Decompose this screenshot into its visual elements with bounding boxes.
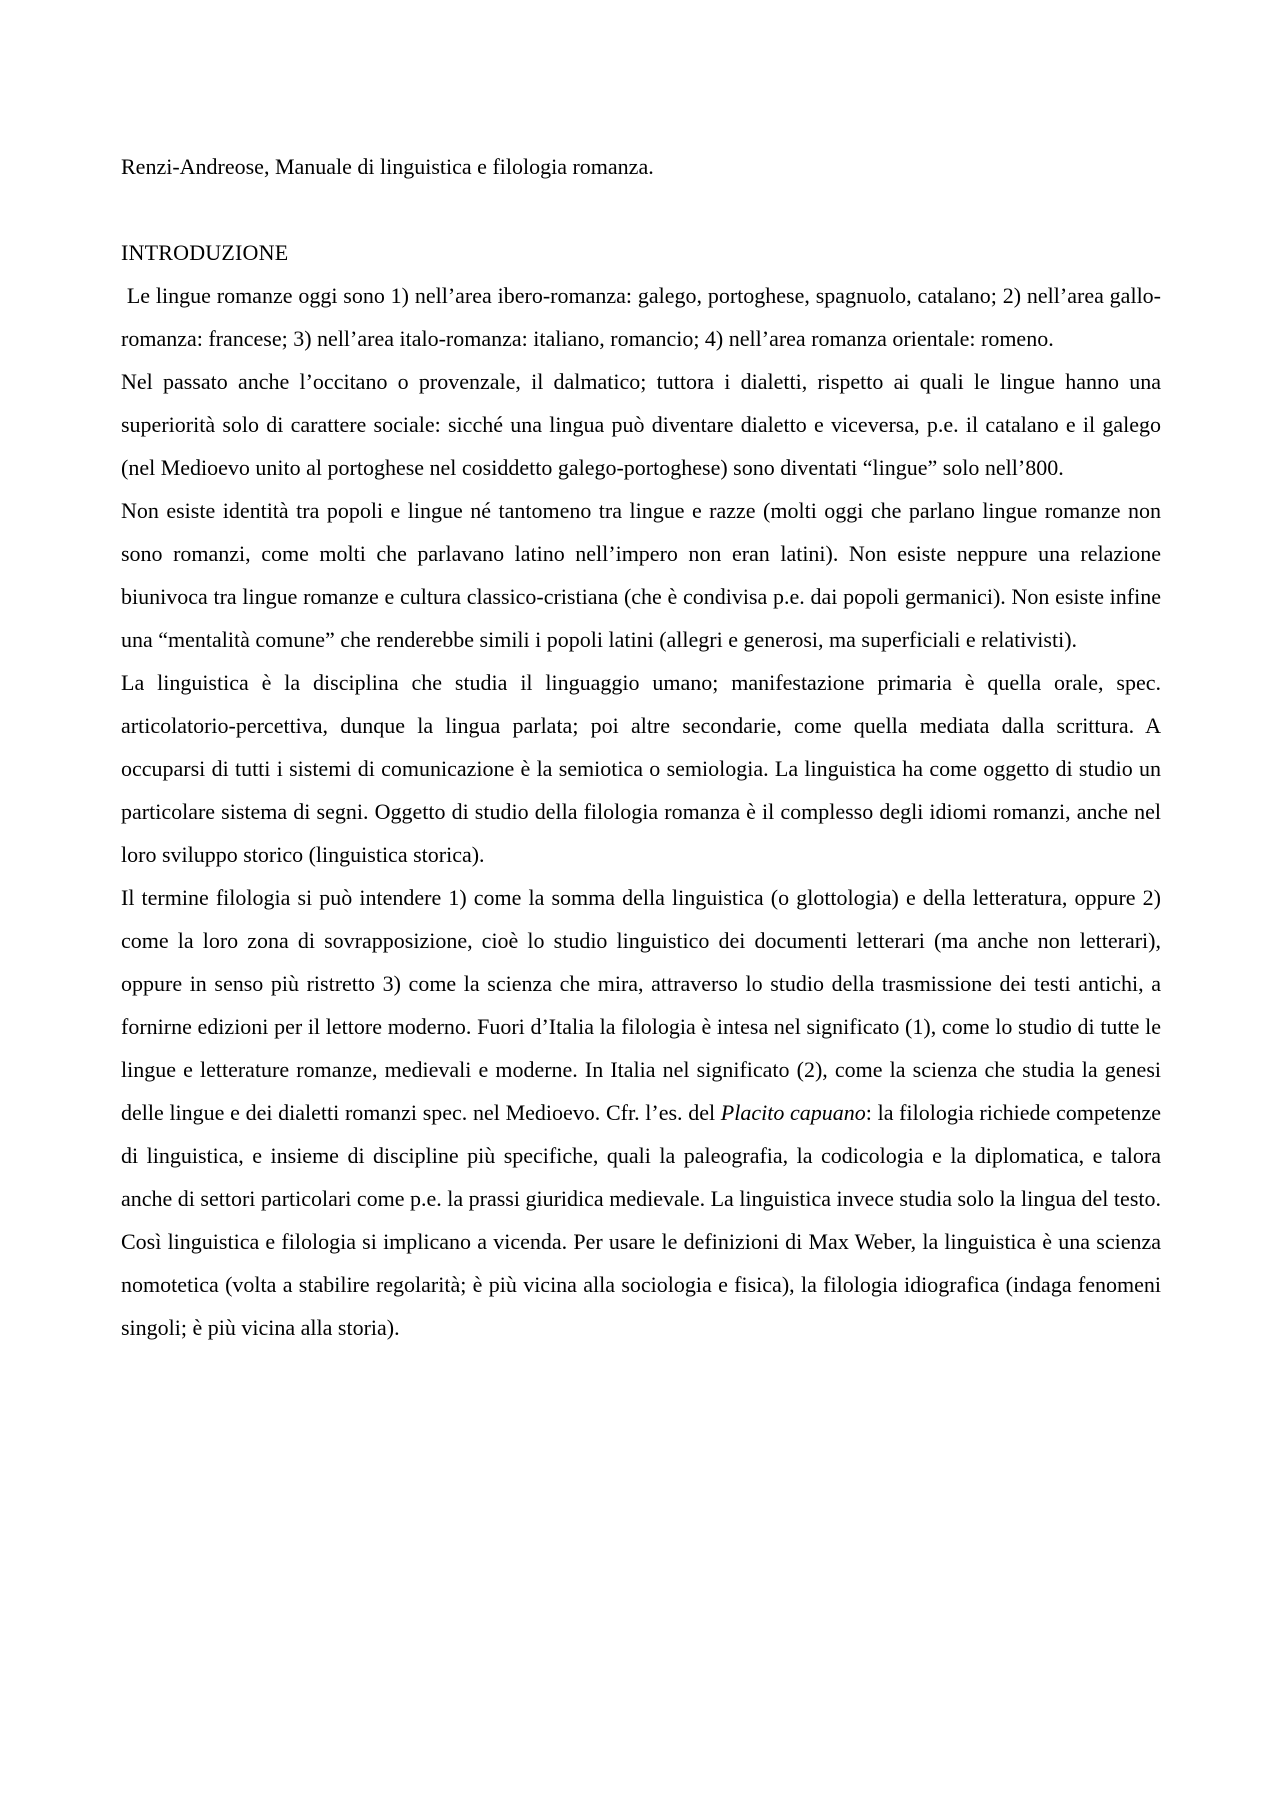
paragraph-past-and-dialects: Nel passato anche l’occitano o provenzale, il dalmatico; tuttora i dialetti, rispetto ai quali le lingue hanno una superiorità solo di carattere sociale: sicché una lingua può diventare dialetto e viceversa, p.e. il catalano e il galego (nel Medioevo unito al portoghese nel cosiddetto galego-portoghese) sono diventati “lingue” solo nell’800. xyxy=(121,369,1161,480)
document-title-line: Renzi-Andreose, Manuale di linguistica e filologia romanza. xyxy=(121,154,654,179)
paragraph-romance-languages: Le lingue romanze oggi sono 1) nell’area ibero-romanza: galego, portoghese, spagnuolo, catalano; 2) nell’area gallo-romanza: francese; 3) nell’area italo-romanza: italiano, romancio; 4) nell’area romanza orientale: romeno. xyxy=(121,283,1162,351)
paragraph-philology xyxy=(121,876,1161,1349)
document-body xyxy=(121,145,1161,1349)
philology-italic-title: Placito capuano xyxy=(720,1100,866,1125)
paragraph-identity: Non esiste identità tra popoli e lingue né tantomeno tra lingue e razze (molti oggi che parlano lingue romanze non sono romanzi, come molti che parlavano latino nell’impero non eran latini). Non esiste neppure una relazione biunivoca tra lingue romanze e cultura classico-cristiana (che è condivisa p.e. dai popoli germanici). Non esiste infine una “mentalità comune” che renderebbe simili i popoli latini (allegri e generosi, ma superficiali e relativisti). xyxy=(121,498,1161,652)
blank-line xyxy=(121,188,1161,231)
paragraph-linguistics: La linguistica è la disciplina che studia il linguaggio umano; manifestazione primaria è quella orale, spec. articolatorio-percettiva, dunque la lingua parlata; poi altre secondarie, come quella mediata dalla scrittura. A occuparsi di tutti i sistemi di comunicazione è la semiotica o semiologia. La linguistica ha come oggetto di studio un particolare sistema di segni. Oggetto di studio della filologia romanza è il complesso degli idiomi romanzi, anche nel loro sviluppo storico (linguistica storica). xyxy=(121,670,1161,867)
philology-text-part-2: : la filologia richiede competenze di linguistica, e insieme di discipline più specifiche, quali la paleografia, la codicologia e la diplomatica, e talora anche di settori particolari come p.e. la prassi giuridica medievale. La linguistica invece studia solo la lingua del testo. Così linguistica e filologia si implicano a vicenda. Per usare le definizioni di Max Weber, la linguistica è una scienza nomotetica (volta a stabilire regolarità; è più vicina alla sociologia e fisica), la filologia idiografica (indaga fenomeni singoli; è più vicina alla storia). xyxy=(121,1100,1161,1340)
section-heading: INTRODUZIONE xyxy=(121,240,289,265)
philology-text-part-1: Il termine filologia si può intendere 1) come la somma della linguistica (o glottologia) e della letteratura, oppure 2) come la loro zona di sovrapposizione, cioè lo studio linguistico dei documenti letterari (ma anche non letterari), oppure in senso più ristretto 3) come la scienza che mira, attraverso lo studio della trasmissione dei testi antichi, a fornirne edizioni per il lettore moderno. Fuori d’Italia la filologia è intesa nel significato (1), come lo studio di tutte le lingue e letterature romanze, medievali e moderne. In Italia nel significato (2), come la scienza che studia la genesi delle lingue e dei dialetti romanzi spec. nel Medioevo. Cfr. l’es. del xyxy=(121,885,1161,1125)
